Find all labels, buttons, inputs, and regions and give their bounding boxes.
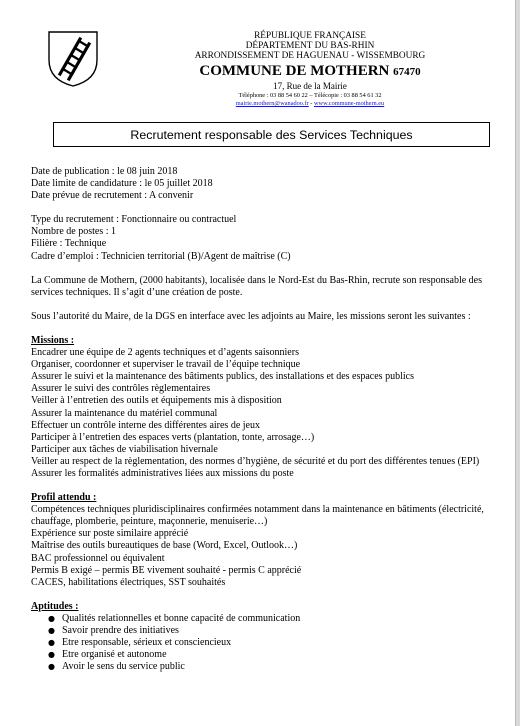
list-item: BAC professionnel ou équivalent <box>31 552 165 564</box>
authority-paragraph: Sous l’autorité du Maire, de la DGS en interface avec les adjoints au Maire, les missions seront les suivantes : <box>31 310 471 322</box>
postal-code: 67470 <box>393 66 421 78</box>
recruitment-type: Type du recrutement : Fonctionnaire ou contractuel <box>31 214 237 226</box>
contact-links <box>160 100 460 108</box>
list-item: Participer aux tâches de viabilisation hivernale <box>31 443 218 455</box>
list-item: ● Etre organisé et autonome <box>48 649 167 661</box>
list-item: ● Etre responsable, sérieux et consciencieux <box>48 637 232 649</box>
list-item: Veiller au respect de la règlementation, des normes d’hygiène, de sécurité et du port des différentes tenues (EPI) <box>31 455 480 467</box>
list-item: CACES, habilitations électriques, SST souhaités <box>31 576 226 588</box>
website-link[interactable]: www.commune-mothern.eu <box>313 100 385 107</box>
list-item: Assurer le suivi et la maintenance des bâtiments publics, des installations et des espaces publics <box>31 371 414 383</box>
aptitudes-list <box>31 613 493 673</box>
career-track: Filière : Technique <box>31 238 107 250</box>
recruitment-date: Date prévue de recrutement : A convenir <box>31 190 194 202</box>
bullet-dot-icon: ● <box>48 638 55 648</box>
publication-date: Date de publication : le 08 juin 2018 <box>31 166 178 177</box>
list-item: Permis B exigé – permis BE vivement souhaité - permis C apprécié <box>31 564 302 576</box>
commune-name: COMMUNE DE MOTHERN 67470 <box>199 63 421 79</box>
municipal-letterhead <box>160 31 460 108</box>
list-item: Compétences techniques pluridisciplinaires confirmées notamment dans la maintenance en bâtiments (électricité, chauffage, plomberie, peinture, maçonnerie, menuiserie…) <box>31 504 484 528</box>
bullet-dot-icon: ● <box>48 662 55 672</box>
profile-heading: Profil attendu : <box>31 492 97 504</box>
list-item: Participer à l’entretien des espaces verts (plantation, tonte, arrosage…) <box>31 431 315 443</box>
phone-fax-line: Téléphone : 03 88 54 60 22 – Télécopie : 03 88 54 61 32 <box>238 92 382 99</box>
aptitudes-heading: Aptitudes : <box>31 600 79 612</box>
list-item: Expérience sur poste similaire apprécié <box>31 528 189 540</box>
page-edge <box>515 0 520 726</box>
intro-paragraph: La Commune de Mothern, (2000 habitants), localisée dans le Nord-Est du Bas-Rhin, recrute son responsable des services techniques. Il s’agit d’une création de poste. <box>31 274 483 298</box>
list-item: Assurer la maintenance du matériel communal <box>31 407 218 419</box>
town-hall-address: 17, Rue de la Mairie <box>273 81 347 91</box>
list-item: Encadrer une équipe de 2 agents techniques et d’agents saisonniers <box>31 347 299 359</box>
list-item: ● Savoir prendre des initiatives <box>48 625 179 636</box>
list-item: Effectuer un contrôle interne des différentes aires de jeux <box>31 419 260 431</box>
number-of-positions: Nombre de postes : 1 <box>31 226 116 238</box>
dates-block <box>31 166 493 202</box>
list-item: ● Avoir le sens du service public <box>48 661 185 673</box>
bullet-dot-icon: ● <box>48 626 55 635</box>
list-item: Assurer le suivi des contrôles règlementaires <box>31 383 211 395</box>
page-title: Recrutement responsable des Services Techniques <box>53 122 490 147</box>
coat-of-arms-icon <box>47 30 99 88</box>
email-link[interactable]: mairie.mothern@wanadoo.fr <box>235 100 309 107</box>
bullet-dot-icon: ● <box>48 650 55 660</box>
missions-heading: Missions : <box>31 334 75 346</box>
department-line: DÉPARTEMENT DU BAS-RHIN <box>245 41 375 51</box>
bullet-dot-icon: ● <box>48 613 55 623</box>
list-item: Maîtrise des outils bureautiques de base (Word, Excel, Outlook…) <box>31 540 298 552</box>
list-item: ● Qualités relationnelles et bonne capacité de communication <box>48 612 301 624</box>
list-item: Veiller à l’entretien des outils et équipements mis à disposition <box>31 395 282 407</box>
list-item: Assurer les formalités administratives liées aux missions du poste <box>31 467 294 479</box>
contact-separator: - <box>308 100 314 107</box>
republic-line: RÉPUBLIQUE FRANÇAISE <box>254 31 366 41</box>
employment-grade: Cadre d’emploi : Technicien territorial (B)/Agent de maîtrise (C) <box>31 250 291 262</box>
application-deadline: Date limite de candidature : le 05 juillet 2018 <box>31 178 213 190</box>
profile-list <box>31 504 493 589</box>
arrondissement-line: ARRONDISSEMENT DE HAGUENAU - WISSEMBOURG <box>194 51 426 61</box>
position-block <box>31 214 493 262</box>
job-offer-body <box>31 166 493 673</box>
list-item: Organiser, coordonner et superviser le travail de l’équipe technique <box>31 359 301 371</box>
missions-list <box>31 347 493 480</box>
